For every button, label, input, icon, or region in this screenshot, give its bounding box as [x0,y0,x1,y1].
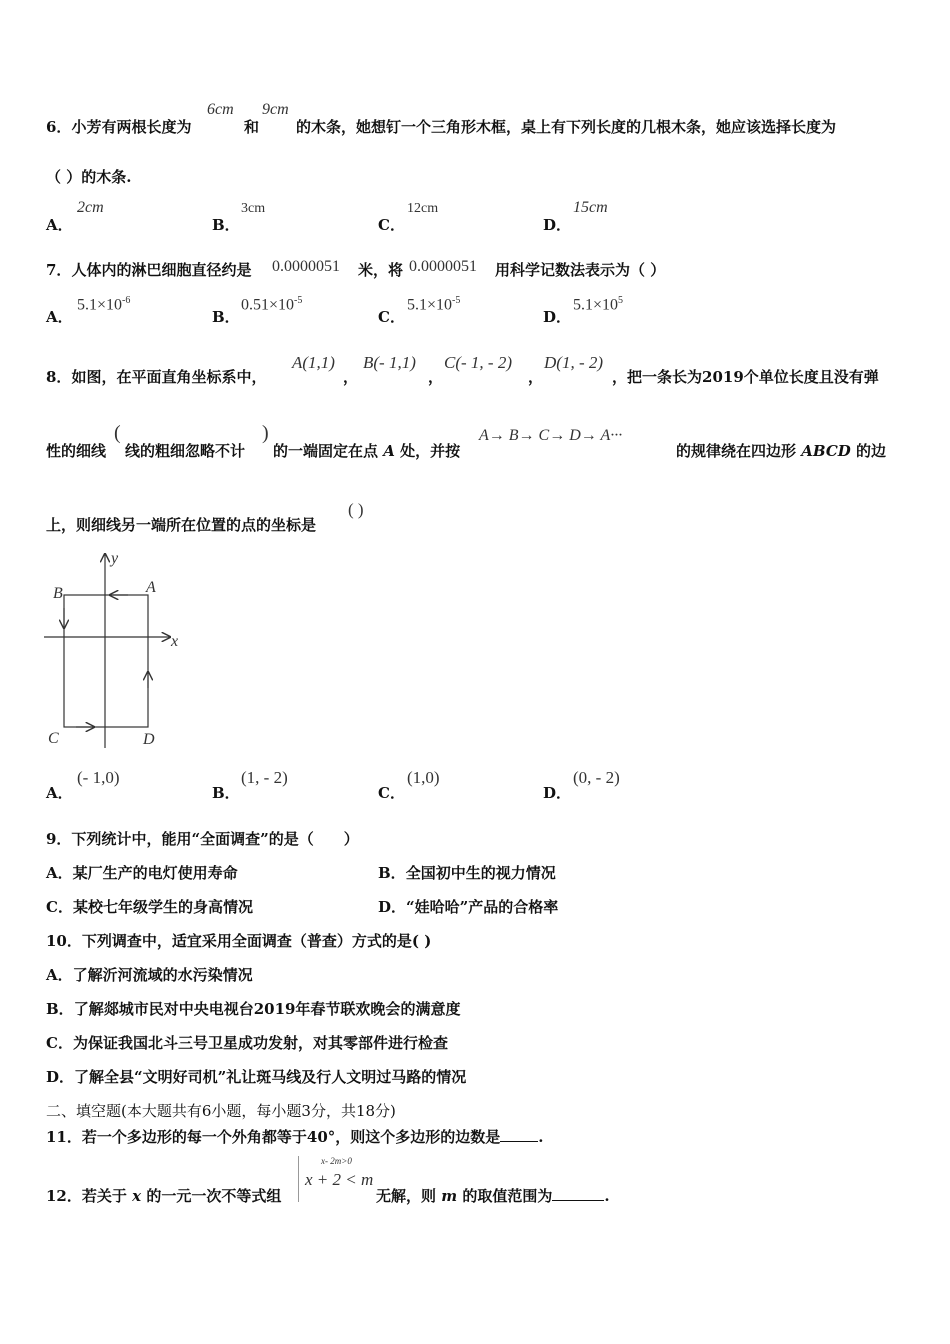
q12-stem-a: 12．若关于 x 的一元一次不等式组 [46,1187,282,1205]
q8-point-c: C(- 1, - 2) [444,353,512,372]
q8-point-a: A(1,1) [292,353,335,372]
q8-stem-line2a: 性的细线 [46,442,107,460]
q8-option-a-label[interactable]: A． [46,784,73,802]
q7-option-d-label[interactable]: D． [543,308,572,326]
q10-option-d[interactable]: D．了解全县“文明好司机”礼让斑马线及行人文明过马路的情况 [46,1068,467,1086]
q7-option-d-value: $5.1\times 10^5$ [573,295,624,314]
q6-and: 和 [244,118,260,136]
q9-option-d[interactable]: D．“娃哈哈”产品的合格率 [378,898,559,916]
q11-stem: 11．若一个多边形的每一个外角都等于40°，则这个多边形的边数是 . [46,1128,544,1146]
q8-paren-open: ( [114,422,121,444]
q8-option-d-label[interactable]: D． [543,784,572,802]
q7-stem-3: 用科学记数法表示为（ ） [495,261,666,279]
q8-paren-close: ) [262,422,269,444]
q6-length-2: 9cm [262,101,289,118]
q7-value-1: 0.0000051 [272,258,340,275]
q8-stem-line2c: 的一端固定在点 A 处，并按 [273,442,461,460]
q12-inequality-1: x- 2m>0 [321,1156,352,1166]
q10-option-c[interactable]: C．为保证我国北斗三号卫星成功发射，对其零部件进行检查 [46,1034,448,1052]
q8-option-d-value: (0, - 2) [573,768,620,787]
q7-option-b-value: $0.51\times 10^{-5}$ [241,295,303,314]
q6-stem-rest: 的木条，她想钉一个三角形木框，桌上有下列长度的几根木条，她应该选择长度为 [296,118,837,136]
q8-point-b: B(- 1,1) [363,353,416,372]
q8-stem-line1b: ，把一条长为2019个单位长度且没有弹 [612,368,879,386]
q6-option-b-value: 3cm [241,201,266,216]
q8-comma-2: ， [428,368,444,386]
q8-option-b-label[interactable]: B． [212,784,240,802]
q9-option-b[interactable]: B．全国初中生的视力情况 [378,864,556,882]
q8-comma-3: ， [528,368,544,386]
axis-label-x: x [171,633,179,650]
q6-option-d-value: 15cm [573,199,608,216]
q6-option-c-label[interactable]: C． [378,216,405,234]
q10-option-a[interactable]: A．了解沂河流域的水污染情况 [46,966,253,984]
q8-stem-line1: 8．如图，在平面直角坐标系中， [46,368,267,386]
q8-stem-line2d: 的规律绕在四边形 ABCD 的边 [676,442,887,460]
q9-option-a[interactable]: A．某厂生产的电灯使用寿命 [46,864,238,882]
q9-stem: 9．下列统计中，能用“全面调查”的是（ ） [46,830,359,848]
q12-answer-blank[interactable] [552,1186,604,1201]
q7-option-c-label[interactable]: C． [378,308,405,326]
q12-inequality-2: x + 2 < m [305,1170,374,1189]
vertex-label-a: A [146,579,156,596]
q8-option-c-label[interactable]: C． [378,784,405,802]
q8-option-c-value: (1,0) [407,768,440,787]
q6-option-d-label[interactable]: D． [543,216,572,234]
q8-comma-1: ， [343,368,359,386]
q6-stem-line1: 6．小芳有两根长度为 [46,118,192,136]
q8-stem-line2b: 线的粗细忽略不计 [125,442,246,460]
q7-stem-2: 米，将 [358,261,404,279]
q10-option-b[interactable]: B．了解郯城市民对中央电视台2019年春节联欢晚会的满意度 [46,1000,461,1018]
vertex-label-d: D [143,731,155,748]
q6-option-a-label[interactable]: A． [46,216,73,234]
quadrilateral-abcd [64,595,148,727]
axis-label-y: y [111,550,119,567]
q6-stem-line2: （ ）的木条. [46,168,132,186]
section-2-title: 二、填空题(本大题共有6小题，每小题3分，共18分) [46,1102,396,1120]
q6-option-c-value: 12cm [407,201,439,216]
q7-option-b-label[interactable]: B． [212,308,240,326]
q6-option-a-value: 2cm [77,199,104,216]
q7-value-2: 0.0000051 [409,258,477,275]
q12-stem-b: 无解，则 m 的取值范围为 . [376,1187,610,1205]
vertex-label-b: B [53,585,63,602]
q9-option-c[interactable]: C．某校七年级学生的身高情况 [46,898,253,916]
q8-option-b-value: (1, - 2) [241,768,288,787]
q8-option-a-value: (- 1,0) [77,768,120,787]
q7-stem: 7．人体内的淋巴细胞直径约是 [46,261,252,279]
q10-stem: 10．下列调查中，适宜采用全面调查（普查）方式的是( ) [46,932,432,950]
q8-answer-blank: ( ) [348,500,364,519]
q8-point-d: D(1, - 2) [544,353,604,372]
q8-stem-line3: 上，则细线另一端所在位置的点的坐标是 [46,516,317,534]
q6-length-1: 6cm [207,101,234,118]
q7-option-a-value: $5.1\times 10^{-6}$ [77,295,131,314]
q12-inequality-system [298,1156,375,1202]
q8-coordinate-figure [40,548,200,753]
vertex-label-c: C [48,730,59,747]
q6-option-b-label[interactable]: B． [212,216,240,234]
q11-answer-blank[interactable] [500,1127,538,1142]
q7-option-c-value: $5.1\times 10^{-5}$ [407,295,461,314]
q6-number: 6． [46,118,72,136]
q8-sequence: A→ B→ C→ D→ A··· [479,427,623,444]
q7-option-a-label[interactable]: A． [46,308,73,326]
